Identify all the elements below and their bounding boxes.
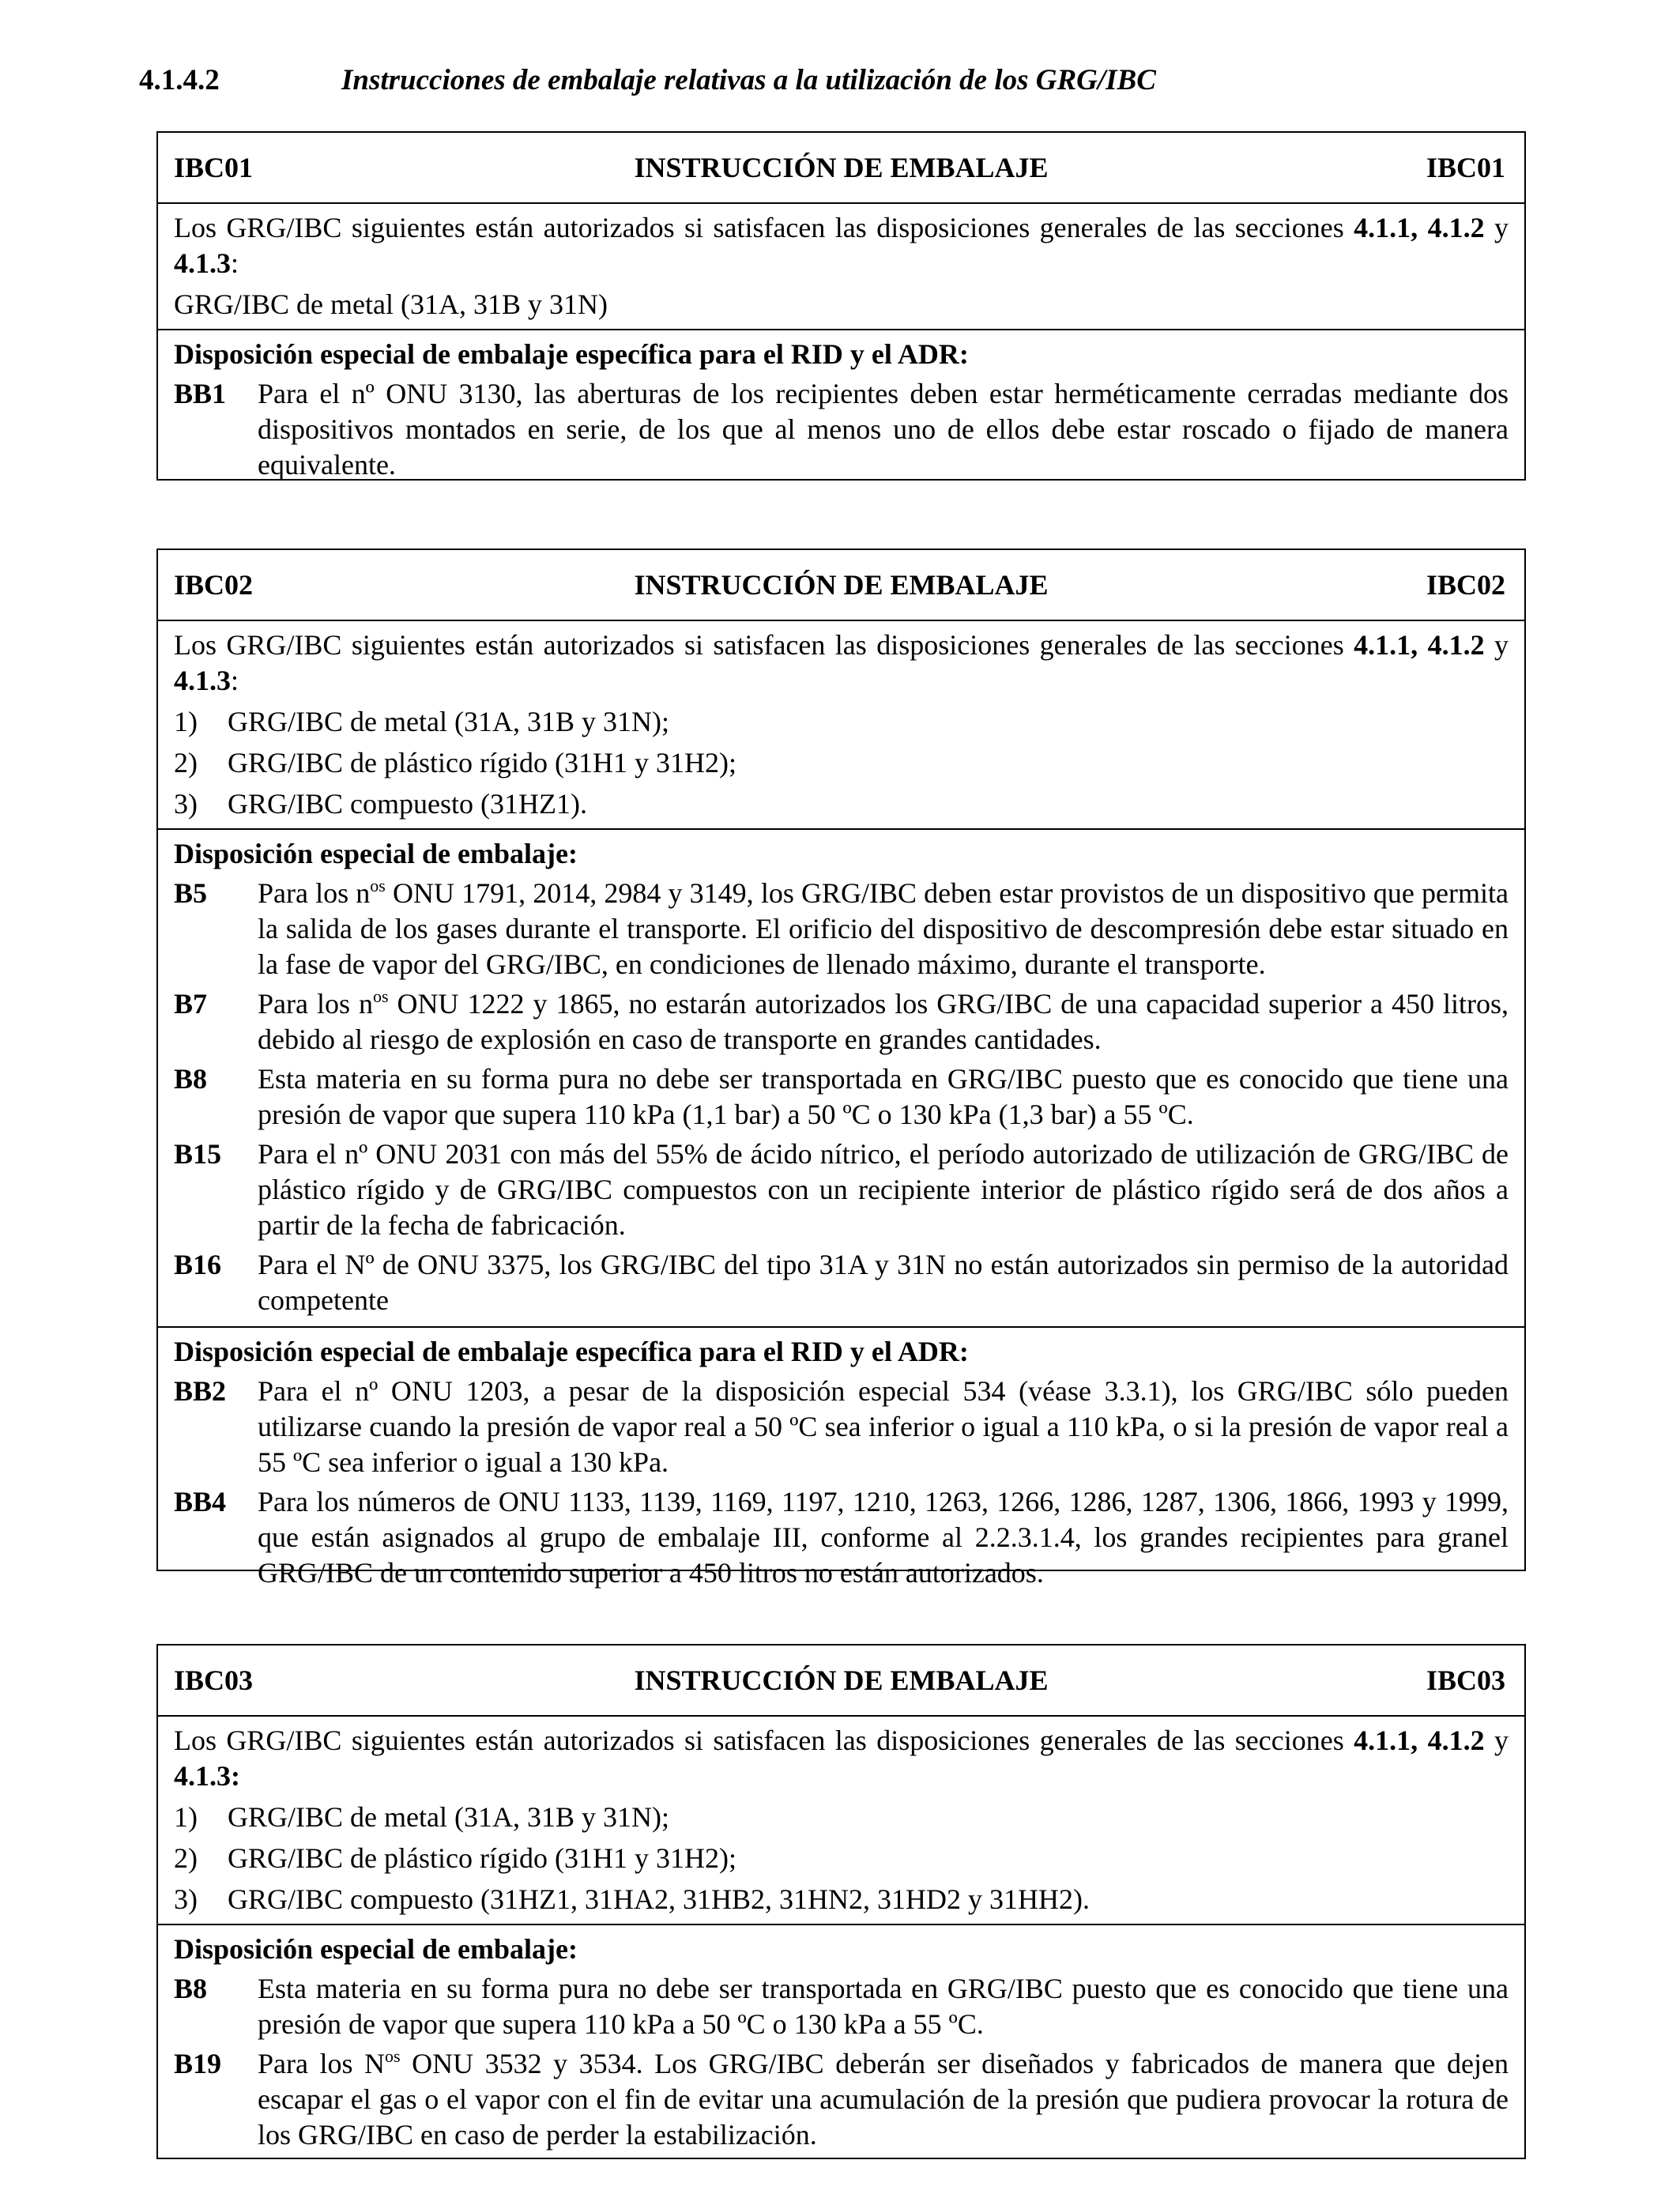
ibc02-special-provisions-row <box>158 828 1524 1326</box>
provision-item <box>174 876 1509 982</box>
ibc03-intro-refs: 4.1.1, 4.1.2 <box>1354 1725 1485 1756</box>
provision-item <box>174 2046 1509 2153</box>
ibc01-code-right: IBC01 <box>1426 152 1505 183</box>
ibc03-authorized-row <box>158 1715 1524 1924</box>
ibc02-intro-ref-last: 4.1.3 <box>174 665 231 696</box>
provision-code: B8 <box>174 1973 208 2004</box>
ibc01-authorized-item: GRG/IBC de metal (31A, 31B y 31N) <box>174 288 608 320</box>
provision-code: BB2 <box>174 1375 227 1407</box>
provision-item <box>174 1137 1509 1243</box>
ibc02-rid-provisions-row <box>158 1326 1524 1599</box>
ibc03-heading: INSTRUCCIÓN DE EMBALAJE <box>634 1664 1049 1696</box>
list-item-number: 2) <box>174 1842 198 1874</box>
list-item <box>174 1841 1509 1876</box>
ibc01-intro-y: y <box>1494 212 1509 243</box>
ibc01-authorized-row <box>158 202 1524 329</box>
ibc01-rid-provisions-row <box>158 329 1524 491</box>
ibc02-code-left: IBC02 <box>174 569 254 601</box>
provision-text-pre: Para los N <box>258 2048 386 2079</box>
list-item <box>174 786 1509 822</box>
provision-text: Para el nº ONU 1203, a pesar de la disposición especial 534 (véase 3.3.1), los GRG/IBC sólo pueden utilizarse cuando la presión de vapor real a 50 ºC sea inferior o igual a 110 kPa, o si la presión de vapor real a 55 ºC sea inferior o igual a 130 kPa. <box>258 1375 1509 1478</box>
ibc03-intro <box>174 1723 1509 1794</box>
ibc01-intro <box>174 210 1509 281</box>
ibc01-intro-text: Los GRG/IBC siguientes están autorizados si satisfacen las disposiciones generales de las secciones <box>174 212 1344 243</box>
ibc02-intro-end: : <box>231 665 239 696</box>
section-heading <box>139 57 1561 104</box>
provision-text-sup: os <box>370 876 386 895</box>
provision-text: Para los números de ONU 1133, 1139, 1169, 1197, 1210, 1263, 1266, 1286, 1287, 1306, 1866, 1993 y 1999, que están asignados al grupo de embalaje III, conforme al 2.2.3.1.4, los grandes recipientes para granel GRG/IBC de un contenido superior a 450 litros no están autorizados. <box>258 1486 1509 1589</box>
provision-text-sup: os <box>385 2046 401 2066</box>
provision-code: B15 <box>174 1138 222 1170</box>
ibc03-intro-y: y <box>1494 1725 1509 1756</box>
ibc01-intro-end: : <box>231 247 239 279</box>
ibc02-code-right: IBC02 <box>1426 569 1505 601</box>
ibc01-intro-ref-last: 4.1.3 <box>174 247 231 279</box>
ibc03-intro-ref-last: 4.1.3: <box>174 1760 240 1792</box>
ibc03-header-row <box>158 1646 1524 1715</box>
provision-code: B7 <box>174 988 208 1020</box>
ibc02-intro-y: y <box>1494 629 1509 661</box>
provision-item <box>174 986 1509 1057</box>
list-item <box>174 745 1509 781</box>
ibc02-intro-text: Los GRG/IBC siguientes están autorizados si satisfacen las disposiciones generales de las secciones <box>174 629 1344 661</box>
provision-text: Para el nº ONU 2031 con más del 55% de ácido nítrico, el período autorizado de utilización de GRG/IBC de plástico rígido y de GRG/IBC compuestos con un recipiente interior de plástico rígido será de dos años a partir de la fecha de fabricación. <box>258 1138 1509 1241</box>
provision-text-pre: Para los n <box>258 988 373 1020</box>
list-item <box>174 704 1509 740</box>
provision-item <box>174 1061 1509 1133</box>
list-item-text: GRG/IBC compuesto (31HZ1, 31HA2, 31HB2, 31HN2, 31HD2 y 31HH2). <box>228 1883 1090 1915</box>
ibc02-intro-refs: 4.1.1, 4.1.2 <box>1354 629 1485 661</box>
ibc03-authorized-list <box>174 1800 1509 1917</box>
ibc03-special-provisions-row <box>158 1924 1524 2161</box>
provision-text: Para el nº ONU 3130, las aberturas de los recipientes deben estar herméticamente cerradas mediante dos dispositivos montados en serie, de los que al menos uno de ellos debe estar roscado o fijado de manera equivalente. <box>258 378 1509 481</box>
ibc03-code-left: IBC03 <box>174 1664 254 1696</box>
ibc02-special-title: Disposición especial de embalaje: <box>174 838 578 869</box>
provision-text <box>258 876 1509 982</box>
ibc02-instruction-box <box>156 548 1526 1589</box>
list-item <box>174 1800 1509 1835</box>
list-item <box>174 1882 1509 1917</box>
provision-item <box>174 1484 1509 1591</box>
ibc01-heading: INSTRUCCIÓN DE EMBALAJE <box>634 152 1049 183</box>
ibc02-rid-title: Disposición especial de embalaje específica para el RID y el ADR: <box>174 1336 969 1367</box>
provision-code: B5 <box>174 877 208 909</box>
provision-item <box>174 1971 1509 2042</box>
provision-text <box>258 2046 1509 2153</box>
provision-text: Esta materia en su forma pura no debe ser transportada en GRG/IBC puesto que es conocido que tiene una presión de vapor que supera 110 kPa (1,1 bar) a 50 ºC o 130 kPa (1,3 bar) a 55 ºC. <box>258 1063 1509 1130</box>
provision-item <box>174 1247 1509 1318</box>
ibc03-special-title: Disposición especial de embalaje: <box>174 1933 578 1965</box>
ibc03-intro-text: Los GRG/IBC siguientes están autorizados si satisfacen las disposiciones generales de las secciones <box>174 1725 1344 1756</box>
ibc02-authorized-row <box>158 620 1524 828</box>
provision-text: Esta materia en su forma pura no debe ser transportada en GRG/IBC puesto que es conocido que tiene una presión de vapor que supera 110 kPa a 50 ºC o 130 kPa a 55 ºC. <box>258 1973 1509 2040</box>
ibc01-header-row <box>158 133 1524 202</box>
list-item-text: GRG/IBC de metal (31A, 31B y 31N); <box>228 1801 669 1833</box>
list-item-text: GRG/IBC de plástico rígido (31H1 y 31H2); <box>228 747 736 778</box>
ibc03-code-right: IBC03 <box>1426 1664 1505 1696</box>
list-item-number: 1) <box>174 1801 198 1833</box>
list-item-text: GRG/IBC compuesto (31HZ1). <box>228 788 587 820</box>
provision-code: B19 <box>174 2048 222 2079</box>
ibc01-intro-refs: 4.1.1, 4.1.2 <box>1354 212 1485 243</box>
provision-code: B8 <box>174 1063 208 1095</box>
ibc01-instruction-box <box>156 131 1526 481</box>
ibc01-rid-title: Disposición especial de embalaje específica para el RID y el ADR: <box>174 338 969 370</box>
section-number: 4.1.4.2 <box>139 64 220 96</box>
provision-text-sup: os <box>372 986 389 1006</box>
provision-text-main: ONU 3532 y 3534. Los GRG/IBC deberán ser diseñados y fabricados de manera que dejen escapar el gas o el vapor con el fin de evitar una acumulación de la presión que pudiera provocar la rotura de los GRG/IBC en caso de perder la estabilización. <box>258 2048 1509 2151</box>
provision-text-main: ONU 1791, 2014, 2984 y 3149, los GRG/IBC deben estar provistos de un dispositivo que permita la salida de los gases durante el transporte. El orificio del dispositivo de descompresión debe estar situado en la fase de vapor del GRG/IBC, en condiciones de llenado máximo, durante el transporte. <box>258 877 1509 980</box>
provision-item <box>174 376 1509 483</box>
provision-text-pre: Para los n <box>258 877 371 909</box>
ibc02-authorized-list <box>174 704 1509 822</box>
list-item-text: GRG/IBC de plástico rígido (31H1 y 31H2); <box>228 1842 736 1874</box>
provision-item <box>174 1374 1509 1480</box>
list-item-number: 2) <box>174 747 198 778</box>
list-item-number: 3) <box>174 788 198 820</box>
list-item-number: 3) <box>174 1883 198 1915</box>
ibc03-instruction-box <box>156 1644 1526 2159</box>
provision-code: BB1 <box>174 378 227 409</box>
list-item-number: 1) <box>174 706 198 737</box>
provision-code: B16 <box>174 1249 222 1280</box>
ibc02-header-row <box>158 550 1524 620</box>
list-item-text: GRG/IBC de metal (31A, 31B y 31N); <box>228 706 669 737</box>
provision-code: BB4 <box>174 1486 227 1517</box>
provision-text <box>258 986 1509 1057</box>
ibc01-code-left: IBC01 <box>174 152 254 183</box>
ibc02-heading: INSTRUCCIÓN DE EMBALAJE <box>634 569 1049 601</box>
section-title: Instrucciones de embalaje relativas a la utilización de los GRG/IBC <box>341 64 1156 96</box>
provision-text-main: ONU 1222 y 1865, no estarán autorizados los GRG/IBC de una capacidad superior a 450 litros, debido al riesgo de explosión en caso de transporte en grandes cantidades. <box>258 988 1509 1055</box>
provision-text: Para el Nº de ONU 3375, los GRG/IBC del tipo 31A y 31N no están autorizados sin permiso de la autoridad competente <box>258 1249 1509 1316</box>
ibc02-intro <box>174 628 1509 699</box>
